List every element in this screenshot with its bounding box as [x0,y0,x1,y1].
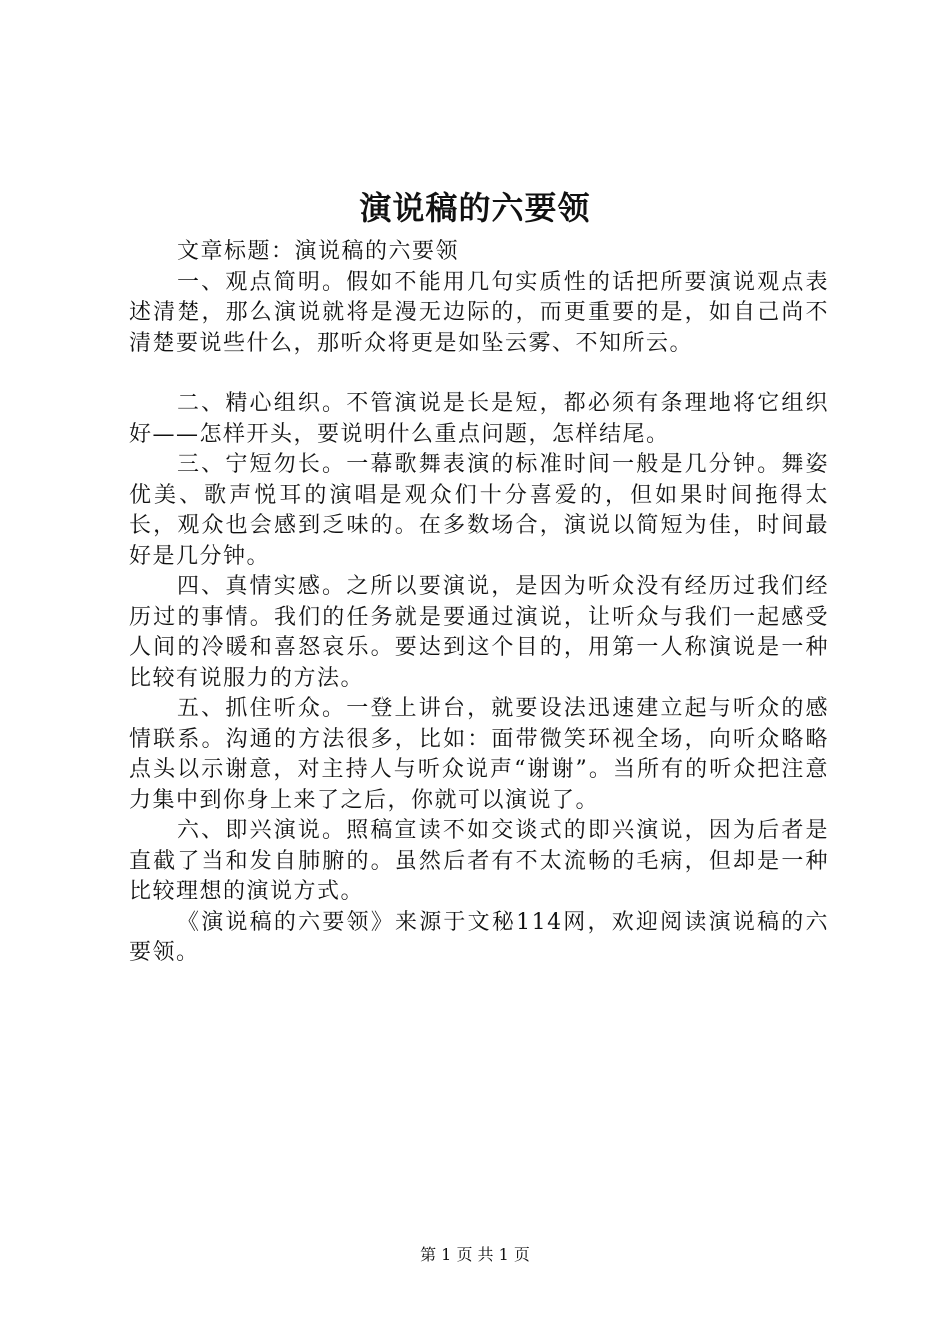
paragraph-point-6: 六、即兴演说。照稿宣读不如交谈式的即兴演说，因为后者是直截了当和发自肺腑的。虽然后者有不太流畅的毛病，但却是一种比较理想的演说方式。 [129,818,829,904]
document-title: 演说稿的六要领 [359,189,591,227]
paragraph-point-2: 二、精心组织。不管演说是长是短，都必须有条理地将它组织好——怎样开头，要说明什么重点问题，怎样结尾。 [129,391,829,447]
paragraph-point-1: 一、观点简明。假如不能用几句实质性的话把所要演说观点表述清楚，那么演说就将是漫无边际的，而更重要的是，如自己尚不清楚要说些什么，那听众将更是如坠云雾、不知所云。 [129,269,829,356]
page-number-footer: 第 1 页 共 1 页 [420,1245,530,1264]
paragraph-point-5: 五、抓住听众。一登上讲台，就要设法迅速建立起与听众的感情联系。沟通的方法很多，比如：面带微笑环视全场，向听众略略点头以示谢意，对主持人与听众说声“谢谢”。当所有的听众把注意力集中到你身上来了之后，你就可以演说了。 [129,696,829,813]
paragraph-source-note: 《演说稿的六要领》来源于文秘114网，欢迎阅读演说稿的六要领。 [129,909,829,965]
paragraph-point-3: 三、宁短勿长。一幕歌舞表演的标准时间一般是几分钟。舞姿优美、歌声悦耳的演唱是观众们十分喜爱的，但如果时间拖得太长，观众也会感到乏味的。在多数场合，演说以简短为佳，时间最好是几分钟。 [129,452,829,569]
paragraph-article-title: 文章标题：演说稿的六要领 [177,239,460,264]
document-body [129,237,829,969]
paragraph-point-4: 四、真情实感。之所以要演说，是因为听众没有经历过我们经历过的事情。我们的任务就是要通过演说，让听众与我们一起感受人间的冷暖和喜怒哀乐。要达到这个目的，用第一人称演说是一种比较有说服力的方法。 [129,574,829,691]
